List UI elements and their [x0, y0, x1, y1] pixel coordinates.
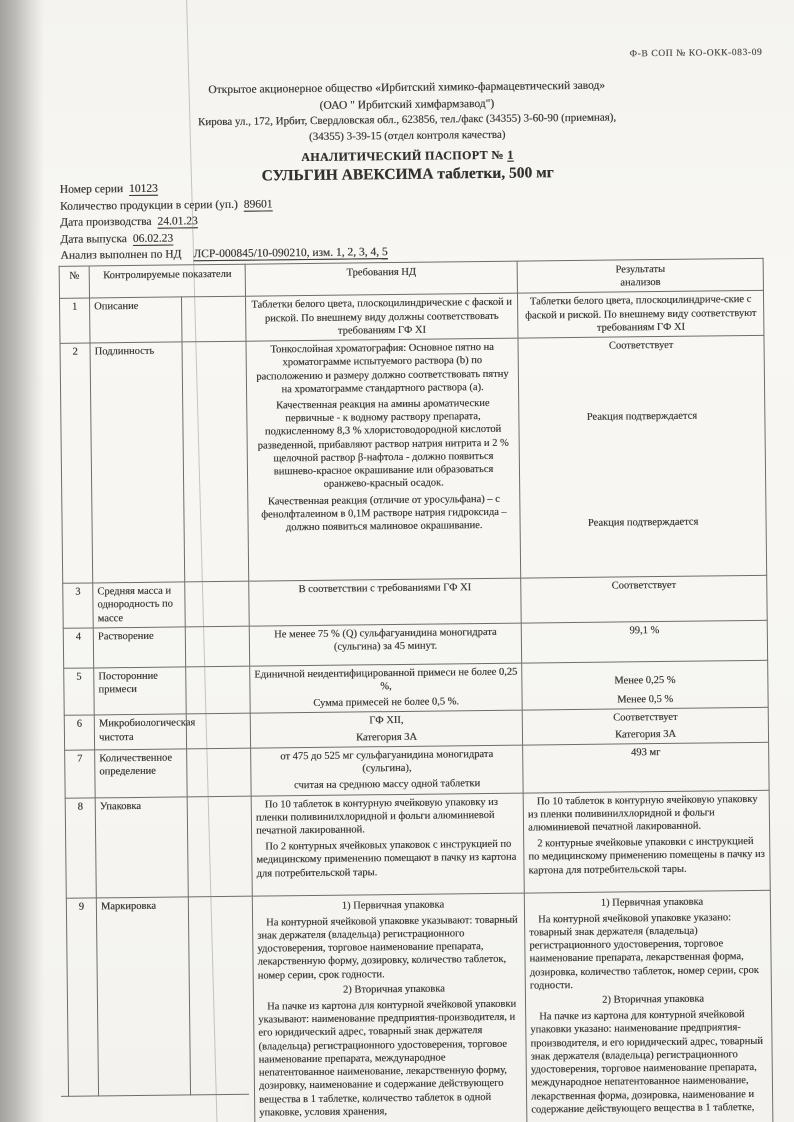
cell-req — [250, 663, 523, 714]
cell-paragraph: 1) Первичная упаковка — [600, 896, 704, 909]
table-row — [64, 660, 768, 716]
field-value: 06.02.23 — [132, 232, 174, 245]
cell-res — [523, 742, 770, 792]
product-title: СУЛЬГИН АВЕКСИМА таблетки, 500 мг — [261, 164, 554, 185]
cell-num: 1 — [60, 298, 91, 343]
header-results: Результаты анализов — [517, 258, 763, 293]
cell-paragraph: Реакция подтверждается — [587, 516, 699, 529]
cell-paragraph: Категория 3А — [355, 731, 418, 744]
org-phone-line: (34355) 3-39-15 (отдел контроля качества) — [308, 129, 506, 144]
table-row — [63, 575, 767, 628]
cell-num: 3 — [63, 583, 94, 628]
cell-paragraph: В соответствии с требованиями ГФ XI — [298, 582, 472, 596]
cell-paragraph: Сумма примесей не более 0,5 %. — [313, 696, 460, 710]
cell-spacer — [181, 297, 246, 342]
cell-num: 6 — [64, 715, 94, 750]
cell-paragraph: На пачке из картона для контурной ячейковой упаковки указывают: наименование предприятия-производителя, и его юридический адрес, товарный знак держателя (владельца) регистрационного удостоверения, торговое наименование препарата, международное непатентованное наименование, лекарственную форму, дозировку, наименование и содержание действующего вещества в 1 таблетке, количество таблеток в одной упаковке, условия хранения, — [258, 998, 517, 1119]
cell-num: 4 — [63, 628, 93, 668]
cell-num: 5 — [64, 668, 95, 716]
cell-paragraph: ГФ XII, — [369, 715, 404, 727]
header-num: № — [59, 266, 89, 299]
field-label: Количество продукции в серии (уп.) — [59, 198, 238, 213]
analysis-table — [59, 258, 774, 1122]
cell-req — [252, 893, 527, 1122]
analysis-table-body — [60, 291, 774, 1122]
cell-num: 9 — [66, 897, 99, 1122]
field-value: 24.01.23 — [157, 215, 198, 228]
passport-title-text: АНАЛИТИЧЕСКИЙ ПАСПОРТ № — [301, 147, 508, 165]
field-label: Дата выпуска — [60, 232, 127, 246]
cell-paragraph: Менее 0,25 % — [614, 674, 676, 687]
scan-blank-area — [48, 1095, 246, 1122]
cell-paragraph: от 475 до 525 мг сульфагуанидина моногидрата (сульгина), — [280, 748, 494, 775]
cell-paragraph: На контурной ячейковой упаковке указано: товарный знак держателя (владельца) регистрационного удостоверения, торговое наименование препарата, лекарственная форма, дозировка, количество таблеток, номер серии, срок годности. — [529, 911, 759, 992]
cell-indicator: Описание — [90, 297, 183, 343]
cell-paragraph: Соответствует — [611, 579, 677, 592]
field-row — [60, 244, 387, 264]
cell-paragraph: Не менее 75 % (Q) сульфагуанидина моногидрата (сульгина) за 45 минут. — [274, 626, 497, 653]
cell-paragraph: По 10 таблеток в контурную ячейковую упаковку из пленки поливинилхлоридной и фольги алюминиевой печатной лакированной. — [255, 796, 498, 837]
cell-paragraph: Качественная реакция на амины ароматические первичные - к водному раствору препарата, подкисленному 8,3 % хлористоводородной кислотой разведенной, прибавляют раствор натрия нитрита и 2 % щелочной раствор β-нафтола - должно появиться вишнево-красное окрашивание или образоваться оранжево-красный осадок. — [257, 397, 509, 491]
cell-req — [251, 745, 524, 796]
org-address-line: Кирова ул., 172, Ирбит, Свердловская обл., 623856, тел./факс (34355) 3-60-90 (приемная), — [197, 111, 617, 129]
cell-spacer — [185, 581, 250, 626]
cell-paragraph: считая на среднюю массу одной таблетки — [293, 778, 481, 792]
org-name-line: Открытое акционерное общество «Ирбитский химико-фармацевтический завод» — [208, 79, 606, 97]
cell-num: 2 — [60, 343, 93, 583]
cell-paragraph: 493 мг — [630, 746, 661, 759]
cell-paragraph: По 2 контурных ячейковых упаковок с инструкцией по медицинскому применению помещают в пачку из картона для потребительской тары. — [256, 838, 517, 880]
cell-paragraph: 2) Вторичная упаковка — [601, 993, 704, 1006]
field-label: Дата производства — [60, 215, 152, 229]
cell-res — [518, 335, 767, 578]
cell-indicator: Маркировка — [96, 896, 191, 1122]
header-requirements: Требования НД — [245, 261, 517, 297]
cell-spacer — [188, 896, 255, 1122]
cell-num: 8 — [65, 797, 96, 897]
cell-paragraph: Единичной неидентифицированной примеси не более 0,25 %, — [254, 666, 518, 693]
cell-res — [522, 708, 768, 745]
table-row — [60, 335, 767, 583]
cell-paragraph: 99,1 % — [629, 624, 660, 637]
field-value: 10123 — [128, 182, 158, 196]
form-code: Ф-В СОП № КО-ОКК-083-09 — [629, 47, 763, 60]
cell-paragraph: 2) Вторичная упаковка — [342, 983, 445, 996]
cell-spacer — [187, 748, 252, 796]
field-label: Анализ выполнен по НД — [60, 248, 182, 262]
cell-indicator: Микробиологическая чистота — [94, 714, 186, 749]
cell-spacer — [185, 626, 249, 667]
cell-indicator: Посторонние примеси — [94, 667, 187, 716]
field-value: 89601 — [243, 197, 273, 211]
table-row — [60, 291, 764, 344]
cell-paragraph: Тонкослойная хроматография: Основное пятно на хроматограмме испытуемого раствора (b) по расположению и размеру должно соответствовать пятну на хроматограмме стандартного раствора (а). — [256, 341, 509, 396]
cell-res — [521, 620, 767, 663]
cell-req — [246, 338, 521, 581]
cell-indicator: Средняя масса и однородность по массе — [93, 582, 186, 628]
cell-indicator: Количественное определение — [95, 749, 188, 798]
cell-req — [251, 793, 524, 896]
cell-req — [249, 623, 521, 666]
cell-indicator: Подлинность — [90, 342, 185, 583]
cell-paragraph: 1) Первичная упаковка — [341, 898, 445, 912]
cell-indicator: Упаковка — [95, 796, 188, 897]
passport-number: 1 — [507, 147, 514, 162]
cell-paragraph: На пачке из картона для контурной ячейковой упаковки указано: наименование предприятия-производителя, и его юридический адрес, товарный знак держателя (владельца) регистрационного удостоверения, торговое наименование препарата, международное непатентованное наименование, лекарственная форма, дозировка, наименование и содержание действующего вещества в 1 таблетке, — [530, 1009, 763, 1116]
cell-paragraph: По 10 таблеток в контурную ячейковую упаковку из пленки поливинилхлоридной и фольги алюминиевой печатной лакированной. — [527, 793, 758, 834]
cell-indicator: Растворение — [93, 627, 185, 668]
cell-paragraph: Качественная реакция (отличие от уросульфана) – с фенолфталеином в 0,1М растворе натрия гидроксида –должно появиться малиновое окрашивание. — [261, 493, 507, 534]
cell-res — [522, 660, 769, 710]
cell-paragraph: На контурной ячейковой упаковке указывают: товарный знак держателя (владельца) регистрационного удостоверения, торговое наименование препарата, лекарственную форму, дозировку, количество таблеток, номер серии, срок годности. — [257, 914, 518, 982]
cell-paragraph: Соответствует — [613, 712, 678, 724]
cell-paragraph: Соответствует — [608, 339, 674, 352]
cell-res — [524, 890, 773, 1122]
organization-header — [35, 76, 780, 150]
cell-spacer — [187, 796, 252, 897]
cell-paragraph: Таблетки белого цвета, плоскоцилиндриче-ские с фаской и риской. По внешнему виду соответствуют требованиям ГФ XI — [525, 294, 757, 334]
field-label: Номер серии — [59, 183, 124, 196]
cell-res — [521, 575, 767, 622]
cell-res — [523, 790, 770, 893]
cell-spacer — [182, 341, 249, 582]
cell-num: 7 — [65, 750, 96, 798]
cell-req — [245, 294, 517, 342]
cell-req — [250, 710, 522, 748]
cell-spacer — [186, 666, 251, 714]
cell-paragraph: Менее 0,5 % — [617, 693, 674, 706]
org-short-name-line: (ОАО " Ирбитский химфармзавод") — [319, 97, 495, 112]
cell-paragraph: Таблетки белого цвета, плоскоцилиндрические с фаской и риской. По внешнему виду должны соответствовать требованиям ГФ XI — [251, 297, 512, 337]
batch-fields — [60, 178, 388, 264]
cell-req — [249, 578, 521, 626]
table-row — [66, 890, 773, 1122]
cell-res — [517, 291, 763, 338]
field-value: ЛСР-000845/10-090210, изм. 1, 2, 3, 4, 5 — [193, 246, 388, 261]
cell-paragraph: 2 контурные ячейковые упаковки с инструкцией по медицинскому применению помещены в пачку из картона для потребительской тары. — [528, 836, 765, 877]
cell-spacer — [186, 714, 250, 749]
cell-paragraph: Реакция подтверждается — [586, 410, 698, 424]
table-row — [65, 790, 770, 898]
header-indicator: Контролируемые показатели — [89, 264, 245, 298]
cell-paragraph: Категория 3А — [614, 728, 677, 741]
table-row — [65, 742, 769, 798]
